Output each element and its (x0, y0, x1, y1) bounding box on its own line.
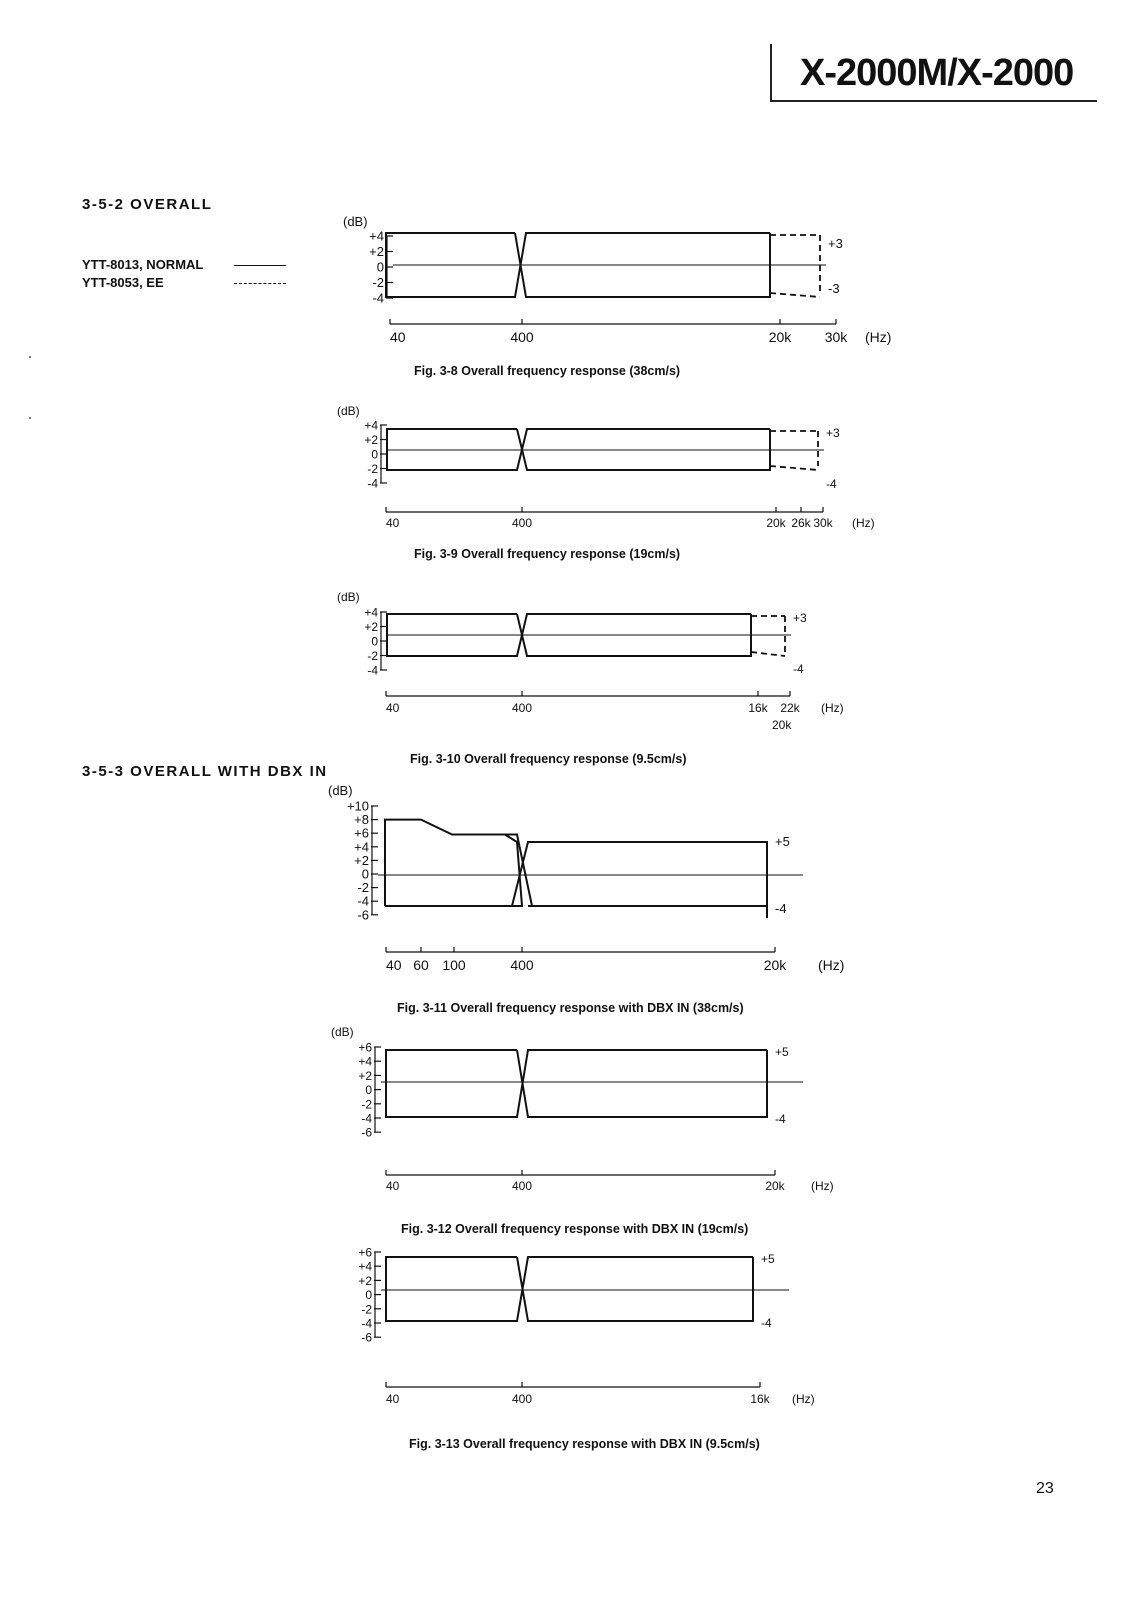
x-tick-label: 400 (511, 701, 533, 715)
x-tick-label: 40 (386, 957, 402, 973)
section-overall-dbx-heading: 3-5-3 OVERALL WITH DBX IN (82, 763, 328, 780)
y-tick-label: -2 (367, 462, 378, 476)
x-tick-label: 40 (390, 329, 406, 345)
y-tick-label: 0 (365, 1083, 372, 1098)
y-tick-label: -4 (361, 1316, 372, 1331)
legend-ee-label: YTT-8053, EE (82, 275, 164, 290)
y-tick-label: -4 (357, 893, 369, 909)
x-tick-label: 30k (813, 516, 833, 530)
y-tick-label: +4 (364, 418, 378, 433)
lower-level-label: -4 (775, 901, 787, 916)
y-tick-label: +6 (354, 825, 369, 841)
y-tick-label: -4 (372, 290, 384, 306)
y-unit-label: (dB) (337, 404, 360, 418)
x-tick-label: 20k (768, 329, 792, 345)
y-tick-label: +4 (354, 839, 369, 855)
y-tick-label: 0 (361, 866, 369, 882)
response-curve-lower (517, 1257, 753, 1321)
y-tick-label: -2 (372, 275, 384, 290)
ee-lower-label: -4 (826, 477, 837, 491)
x-tick-label: 20k (765, 1179, 785, 1193)
model-title: X-2000M/X-2000 (800, 52, 1074, 94)
y-tick-label: 0 (365, 1288, 372, 1303)
x-unit-label: (Hz) (792, 1392, 815, 1406)
x-tick-label: 400 (511, 1392, 533, 1406)
x-unit-label: (Hz) (818, 957, 845, 973)
y-tick-label: +4 (358, 1054, 372, 1069)
y-tick-label: -4 (367, 476, 378, 491)
response-curve-upper (386, 1257, 753, 1321)
y-tick-label: -2 (361, 1302, 372, 1317)
y-tick-label: +8 (354, 812, 369, 828)
caption-fig-3-12: Fig. 3-12 Overall frequency response with DBX IN (19cm/s) (401, 1222, 749, 1236)
x-tick-label: 400 (511, 1179, 533, 1193)
y-tick-label: -2 (361, 1097, 372, 1112)
y-tick-label: +2 (369, 244, 384, 259)
response-curve-lower (517, 1050, 767, 1117)
ee-lower-label: -4 (793, 662, 804, 676)
ee-lower-label: -3 (828, 281, 840, 296)
caption-fig-3-11: Fig. 3-11 Overall frequency response with DBX IN (38cm/s) (397, 1001, 744, 1015)
x-unit-label: (Hz) (852, 516, 875, 530)
ee-dashed-lower (770, 466, 818, 470)
y-tick-label: -6 (361, 1125, 372, 1140)
y-tick-label: 0 (376, 259, 384, 275)
y-tick-label: -6 (357, 907, 369, 923)
y-tick-label: -2 (367, 649, 378, 663)
x-unit-label: (Hz) (865, 329, 892, 345)
x-tick-label: 100 (442, 957, 466, 973)
lower-level-label: -4 (761, 1316, 772, 1330)
y-tick-label: +4 (364, 605, 378, 620)
y-tick-label: +2 (364, 620, 378, 634)
x-tick-label: 400 (511, 516, 533, 530)
ee-upper-label: +3 (793, 611, 807, 625)
x-tick-label: 40 (386, 1179, 400, 1193)
y-unit-label: (dB) (343, 214, 368, 229)
caption-fig-3-9: Fig. 3-9 Overall frequency response (19cm/s) (414, 547, 681, 561)
upper-level-label: +5 (775, 834, 790, 849)
x-tick-label: 40 (386, 1392, 400, 1406)
y-tick-label: +6 (358, 1245, 372, 1260)
y-tick-label: -4 (361, 1111, 372, 1126)
x-unit-label: (Hz) (811, 1179, 834, 1193)
x-tick-label: 400 (510, 957, 534, 973)
x-tick-label: 22k (780, 701, 800, 715)
y-unit-label: (dB) (331, 1025, 354, 1039)
y-tick-label: +2 (358, 1068, 372, 1083)
caption-fig-3-13: Fig. 3-13 Overall frequency response with DBX IN (9.5cm/s) (409, 1437, 760, 1451)
page-number: 23 (1036, 1480, 1054, 1497)
y-tick-label: +2 (354, 852, 369, 868)
y-tick-label: +2 (364, 433, 378, 447)
ee-dashed-lower (770, 293, 820, 297)
x-tick-label: 16k (750, 1392, 770, 1406)
x-tick-label: 400 (510, 329, 534, 345)
y-tick-label: 0 (371, 447, 378, 462)
x-tick-label-extra: 20k (772, 718, 792, 732)
x-tick-label: 20k (766, 516, 786, 530)
upper-level-label: +5 (775, 1045, 789, 1059)
x-unit-label: (Hz) (821, 701, 844, 715)
y-unit-label: (dB) (337, 590, 360, 604)
y-tick-label: +4 (369, 228, 384, 244)
y-tick-label: -4 (367, 663, 378, 678)
lower-level-label: -4 (775, 1112, 786, 1126)
y-tick-label: +4 (358, 1259, 372, 1274)
x-tick-label: 16k (748, 701, 768, 715)
x-tick-label: 40 (386, 516, 400, 530)
legend-normal-label: YTT-8013, NORMAL (82, 257, 204, 272)
x-tick-label: 30k (824, 329, 848, 345)
ee-dashed-lower (751, 652, 785, 656)
caption-fig-3-10: Fig. 3-10 Overall frequency response (9.5cm/s) (410, 752, 687, 766)
y-tick-label: +10 (346, 798, 369, 814)
x-tick-label: 40 (386, 701, 400, 715)
ee-upper-label: +3 (826, 426, 840, 440)
section-overall-heading: 3-5-2 OVERALL (82, 196, 213, 213)
y-tick-label: 0 (371, 634, 378, 649)
y-tick-label: +6 (358, 1040, 372, 1055)
ee-upper-label: +3 (828, 236, 843, 251)
y-tick-label: +2 (358, 1273, 372, 1288)
response-low-segment (385, 820, 522, 906)
y-tick-label: -6 (361, 1330, 372, 1345)
response-curve-upper (386, 1050, 767, 1117)
y-unit-label: (dB) (328, 783, 353, 798)
caption-fig-3-8: Fig. 3-8 Overall frequency response (38cm/s) (414, 364, 681, 378)
x-tick-label: 20k (763, 957, 787, 973)
x-tick-label: 26k (791, 516, 811, 530)
response-main-segment (512, 842, 767, 906)
x-tick-label: 60 (413, 957, 429, 973)
upper-level-label: +5 (761, 1252, 775, 1266)
y-tick-label: -2 (357, 880, 369, 896)
